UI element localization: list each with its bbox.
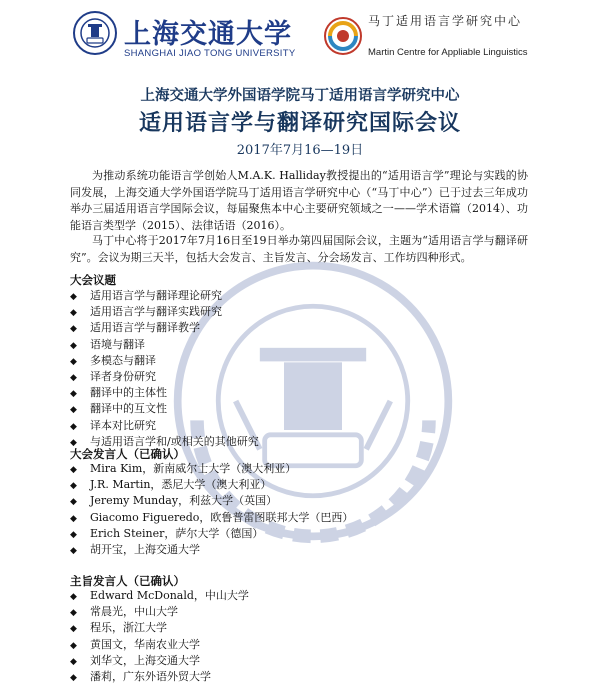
sjtu-seal-logo bbox=[72, 10, 118, 56]
bullet-icon: ◆ bbox=[70, 545, 77, 556]
list-item: ◆ Edward McDonald，中山大学 bbox=[70, 588, 249, 604]
bullet-icon: ◆ bbox=[70, 292, 77, 302]
list-item: ◆ 刘华文，上海交通大学 bbox=[70, 653, 249, 669]
list-item: ◆ 适用语言学与翻译实践研究 bbox=[70, 304, 259, 320]
list-item: ◆ 程乐，浙江大学 bbox=[70, 620, 249, 636]
bullet-icon: ◆ bbox=[70, 389, 77, 400]
martin-centre-name-en: Martin Centre for Appliable Linguistics bbox=[368, 47, 528, 58]
list-item: ◆ 语境与翻译 bbox=[70, 337, 259, 353]
keynote-speakers-heading: 大会发言人（已确认） bbox=[70, 447, 185, 461]
list-item: ◆ 适用语言学与翻译理论研究 bbox=[70, 288, 259, 304]
bullet-icon: ◆ bbox=[70, 340, 77, 351]
list-item: ◆ Erich Steiner，萨尔大学（德国） bbox=[70, 526, 353, 542]
list-item: ◆ Mira Kim，新南威尔士大学（澳大利亚） bbox=[70, 461, 353, 477]
bullet-icon: ◆ bbox=[70, 372, 77, 383]
topics-heading: 大会议题 bbox=[70, 273, 116, 287]
list-item: ◆ 常晨光，中山大学 bbox=[70, 604, 249, 620]
list-item: ◆ 与适用语言学和/或相关的其他研究 bbox=[70, 434, 259, 450]
martin-centre-logo bbox=[322, 8, 364, 68]
martin-centre-name-cn: 马丁适用语言学研究中心 bbox=[368, 14, 523, 28]
list-item: ◆ J.R. Martin，悉尼大学（澳大利亚） bbox=[70, 477, 353, 493]
bullet-icon: ◆ bbox=[70, 608, 77, 619]
bullet-icon: ◆ bbox=[70, 324, 77, 335]
topics-list bbox=[70, 288, 259, 450]
bullet-icon: ◆ bbox=[70, 513, 77, 524]
list-item: ◆ 多模态与翻译 bbox=[70, 353, 259, 369]
list-item: ◆ 适用语言学与翻译教学 bbox=[70, 320, 259, 336]
list-item: ◆ 译本对比研究 bbox=[70, 418, 259, 434]
organizer-heading: 上海交通大学外国语学院马丁适用语言学研究中心 bbox=[140, 87, 460, 104]
list-item: ◆ Jeremy Munday，利兹大学（英国） bbox=[70, 493, 353, 509]
bullet-icon: ◆ bbox=[70, 437, 77, 448]
plenary-speakers-list bbox=[70, 588, 249, 685]
page-header bbox=[0, 0, 600, 80]
intro-paragraph-2: 马丁中心将于2017年7月16日至19日举办第四届国际会议，主题为“适用语言学与翻译研究”。会议为期三天半，包括大会发言、主旨发言、分会场发言、工作坊四种形式。 bbox=[70, 234, 528, 264]
list-item: ◆ 胡开宝，上海交通大学 bbox=[70, 542, 353, 558]
conference-title: 适用语言学与翻译研究国际会议 bbox=[138, 110, 461, 136]
bullet-icon: ◆ bbox=[70, 672, 77, 683]
bullet-icon: ◆ bbox=[70, 656, 77, 667]
bullet-icon: ◆ bbox=[70, 405, 77, 416]
bullet-icon: ◆ bbox=[70, 497, 77, 508]
bullet-icon: ◆ bbox=[70, 592, 77, 602]
list-item: ◆ Giacomo Figueredo，欧鲁普雷图联邦大学（巴西） bbox=[70, 510, 353, 526]
plenary-speakers-heading: 主旨发言人（已确认） bbox=[70, 574, 185, 588]
bullet-icon: ◆ bbox=[70, 481, 77, 492]
list-item: ◆ 黄国文，华南农业大学 bbox=[70, 637, 249, 653]
bullet-icon: ◆ bbox=[70, 356, 77, 367]
bullet-icon: ◆ bbox=[70, 640, 77, 651]
list-item: ◆ 翻译中的主体性 bbox=[70, 385, 259, 401]
bullet-icon: ◆ bbox=[70, 465, 77, 475]
list-item: ◆ 翻译中的互文性 bbox=[70, 401, 259, 417]
sjtu-name-en: SHANGHAI JIAO TONG UNIVERSITY bbox=[124, 48, 296, 59]
list-item: ◆ 潘莉，广东外语外贸大学 bbox=[70, 669, 249, 685]
bullet-icon: ◆ bbox=[70, 421, 77, 432]
bullet-icon: ◆ bbox=[70, 624, 77, 635]
keynote-speakers-list bbox=[70, 461, 353, 558]
bullet-icon: ◆ bbox=[70, 529, 77, 540]
conference-date: 2017年7月16—19日 bbox=[236, 143, 364, 158]
intro-paragraph-1: 为推动系统功能语言学创始人M.A.K. Halliday教授提出的“适用语言学”理论与实践的协同发展，上海交通大学外国语学院马丁适用语言学研究中心（“马丁中心”）已于过去三年成功举办三届适用语言学国际会议，每届聚焦本中心主要研究领域之一——学术语篇（2014）、功能语言类型学（2015）、法律话语（2016）。 bbox=[70, 169, 528, 232]
list-item: ◆ 译者身份研究 bbox=[70, 369, 259, 385]
bullet-icon: ◆ bbox=[70, 308, 77, 319]
sjtu-name-cn: 上海交通大学 bbox=[124, 19, 292, 50]
